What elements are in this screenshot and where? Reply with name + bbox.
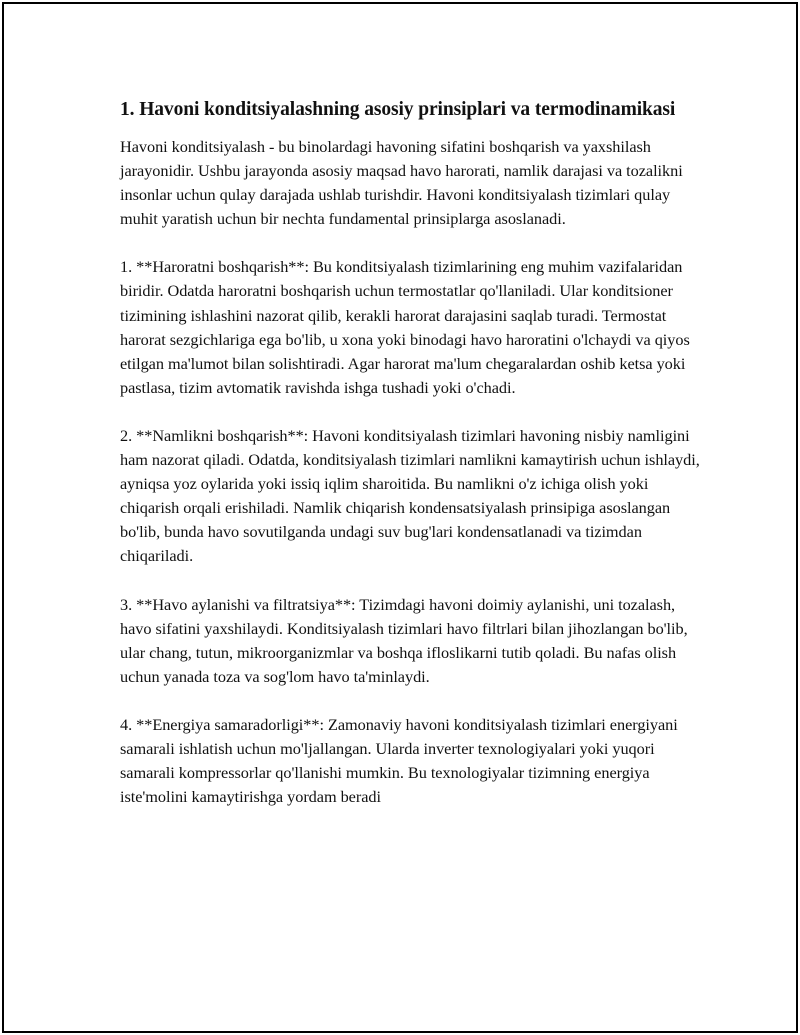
paragraph-energy-efficiency: 4. **Energiya samaradorligi**: Zamonaviy havoni konditsiyalash tizimlari energiyani samarali ishlatish uchun mo'ljallangan. Ularda inverter texnologiyalari yoki yuqori samarali kompressorlar qo'llanishi mumkin. Bu texnologiyalar tizimning energiya iste'molini kamaytirishga yordam beradi [120,714,678,807]
document-page [2,2,798,1033]
paragraph-temperature-control: 1. **Haroratni boshqarish**: Bu konditsiyalash tizimlarining eng muhim vazifalaridan biridir. Odatda haroratni boshqarish uchun termostatlar qo'llaniladi. Ular konditsioner tizimining ishlashini nazorat qilib, kerakli harorat darajasini saqlab turadi. Termostat harorat sezgichlariga ega bo'lib, u xona yoki binodagi havo haroratini o'lchaydi va qiyos etilgan ma'lumot bilan solishtiradi. Agar harorat ma'lum chegaralardan oshib ketsa yoki pastlasa, tizim avtomatik ravishda ishga tushadi yoki o'chadi. [120,257,690,397]
document-body [120,97,700,809]
intro-paragraph: Havoni konditsiyalash - bu binolardagi havoning sifatini boshqarish va yaxshilash jarayonidir. Ushbu jarayonda asosiy maqsad havo harorati, namlik darajasi va tozalikni insonlar uchun qulay darajada ushlab turishdir. Havoni konditsiyalash tizimlari qulay muhit yaratish uchun bir nechta fundamental prinsiplarga asoslanadi. [120,137,683,229]
paragraph-air-circulation-filtration: 3. **Havo aylanishi va filtratsiya**: Tizimdagi havoni doimiy aylanishi, uni tozalash, havo sifatini yaxshilaydi. Konditsiyalash tizimlari havo filtrlari bilan jihozlangan bo'lib, ular chang, tutun, mikroorganizmlar va boshqa ifloslikarni tutib qoladi. Bu nafas olish uchun yanada toza va sog'lom havo ta'minlaydi. [120,594,688,686]
paragraph-humidity-control: 2. **Namlikni boshqarish**: Havoni konditsiyalash tizimlari havoning nisbiy namligini ham nazorat qiladi. Odatda, konditsiyalash tizimlari namlikni kamaytirish uchun ishlaydi, ayniqsa yoz oylarida yoki issiq iqlim sharoitida. Bu namlikni o'z ichiga olish yoki chiqarish orqali erishiladi. Namlik chiqarish kondensatsiyalash prinsipiga asoslangan bo'lib, bunda havo sovutilganda undagi suv bug'lari kondensatlanadi va tizimdan chiqariladi. [120,425,700,566]
section-heading: 1. Havoni konditsiyalashning asosiy prinsiplari va termodinamikasi [120,99,676,120]
